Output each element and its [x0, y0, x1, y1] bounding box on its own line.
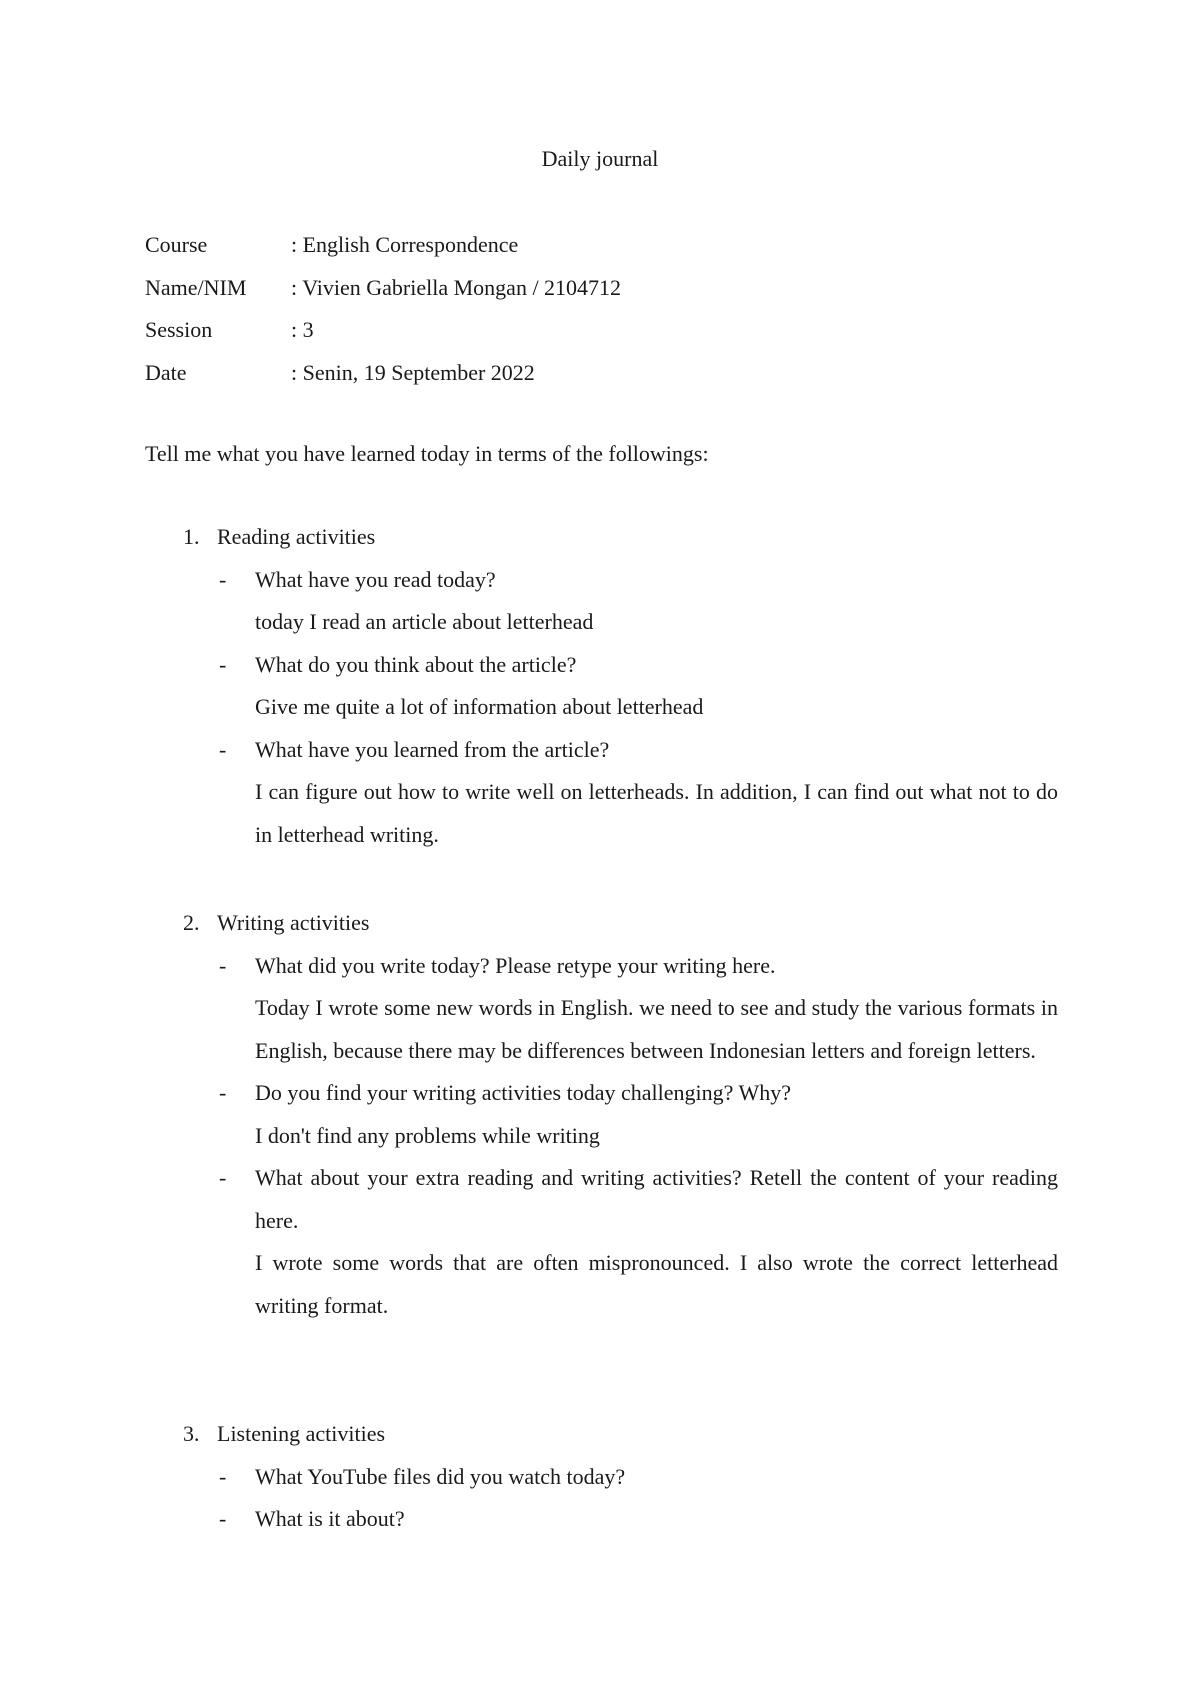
- section-writing: [145, 902, 1058, 1327]
- bullet: -: [219, 651, 227, 677]
- bullet: -: [219, 1165, 227, 1190]
- list-item: [145, 1072, 1058, 1157]
- meta-row-course: [145, 224, 621, 266]
- question: What have you read today?: [255, 566, 496, 592]
- meta-value: : Vivien Gabriella Mongan / 2104712: [291, 274, 622, 300]
- section-number: 1.: [183, 524, 200, 549]
- section-title: Listening activities: [217, 1421, 386, 1446]
- answer: I can figure out how to write well on letterheads. In addition, I can find out what not to do in letterhead writing.: [255, 779, 1058, 847]
- answer: I wrote some words that are often mispronounced. I also wrote the correct letterhead writing format.: [255, 1250, 1058, 1318]
- meta-row-session: [145, 309, 621, 351]
- list-item: [145, 1456, 1058, 1499]
- question: What is it about?: [255, 1506, 405, 1531]
- list-item: [145, 1157, 1058, 1327]
- meta-value: : English Correspondence: [291, 232, 519, 257]
- section-reading: [145, 516, 1058, 856]
- list-item: [145, 945, 1058, 1073]
- meta-block: [145, 224, 621, 394]
- section-number: 2.: [183, 910, 200, 935]
- answer: Give me quite a lot of information about letterhead: [255, 694, 704, 719]
- page-title: Daily journal: [541, 146, 659, 171]
- question: Do you find your writing activities today challenging? Why?: [255, 1080, 792, 1105]
- bullet: -: [219, 566, 227, 592]
- bullet: -: [219, 1506, 227, 1531]
- list-item: [145, 729, 1058, 857]
- section-title: Reading activities: [217, 524, 376, 549]
- prompt-text: Tell me what you have learned today in terms of the followings:: [145, 441, 709, 466]
- section-number: 3.: [183, 1421, 200, 1446]
- question: What about your extra reading and writing activities? Retell the content of your reading here.: [255, 1165, 1058, 1233]
- section-listening: [145, 1413, 1058, 1541]
- question: What do you think about the article?: [255, 651, 577, 677]
- meta-value: : Senin, 19 September 2022: [291, 359, 535, 385]
- meta-label: Course: [145, 232, 208, 257]
- bullet: -: [219, 952, 227, 978]
- section-title: Writing activities: [217, 910, 370, 935]
- section-heading: [145, 516, 1058, 559]
- answer: I don't find any problems while writing: [255, 1122, 600, 1148]
- list-item: [145, 1498, 1058, 1541]
- meta-row-name: [145, 267, 621, 309]
- bullet: -: [219, 736, 227, 762]
- meta-label: Session: [145, 317, 213, 342]
- list-item: [145, 644, 1058, 729]
- answer: today I read an article about letterhead: [255, 609, 594, 634]
- meta-label: Date: [145, 359, 187, 385]
- list-item: [145, 559, 1058, 644]
- section-heading: [145, 902, 1058, 945]
- question: What did you write today? Please retype your writing here.: [255, 952, 776, 978]
- bullet: -: [219, 1080, 227, 1105]
- bullet: -: [219, 1463, 227, 1489]
- question: What have you learned from the article?: [255, 736, 610, 762]
- meta-row-date: [145, 352, 621, 394]
- answer: Today I wrote some new words in English. we need to see and study the various formats in English, because there may be differences between Indonesian letters and foreign letters.: [255, 995, 1058, 1063]
- question: What YouTube files did you watch today?: [255, 1463, 626, 1489]
- meta-value: : 3: [291, 317, 314, 342]
- section-heading: [145, 1413, 1058, 1456]
- meta-label: Name/NIM: [145, 274, 247, 300]
